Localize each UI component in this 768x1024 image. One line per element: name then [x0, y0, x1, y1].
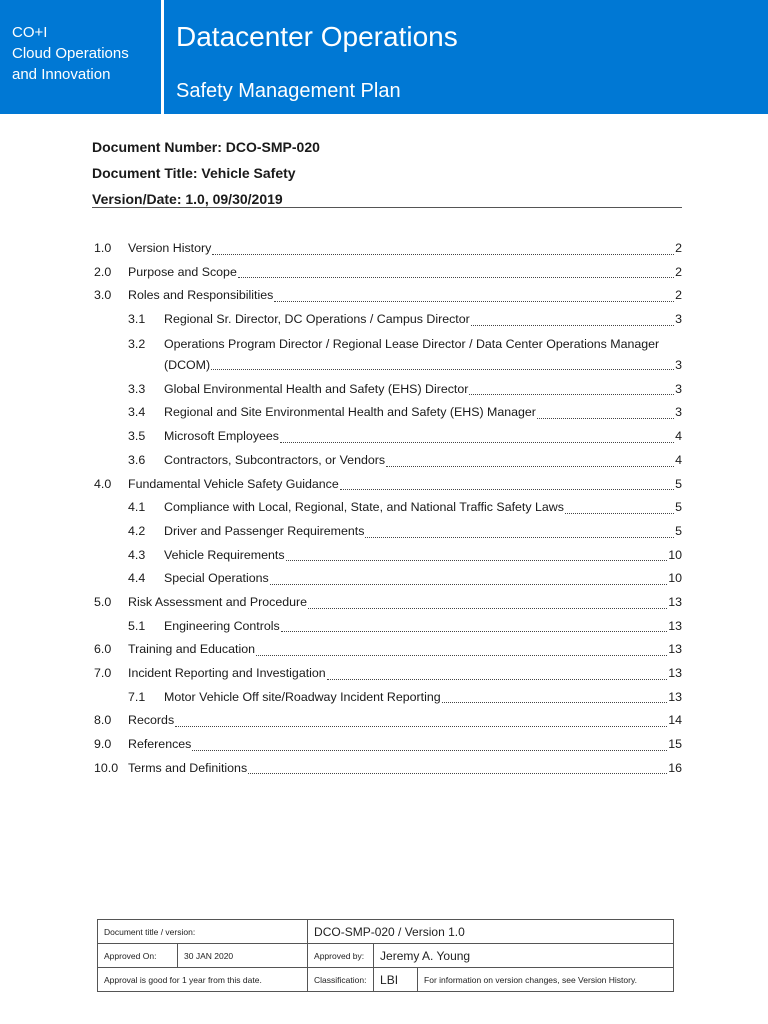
toc-leader-dots — [386, 465, 674, 467]
toc-leader-dots — [281, 630, 667, 632]
toc-entry-number: 4.2 — [128, 523, 146, 538]
toc-entry-title: Driver and Passenger Requirements — [164, 523, 365, 538]
toc-entry-title: Engineering Controls — [164, 618, 280, 633]
approved-on-value: 30 JAN 2020 — [178, 944, 308, 968]
toc-entry-title: Regional and Site Environmental Health and Safety (EHS) Manager — [164, 405, 536, 420]
toc-entry[interactable] — [94, 567, 682, 591]
toc-leader-dots — [365, 536, 674, 538]
document-title: Document Title: Vehicle Safety — [92, 165, 296, 181]
toc-entry-page: 16 — [668, 760, 682, 775]
toc-entry-title: References — [128, 737, 192, 752]
approved-on-label: Approved On: — [98, 944, 178, 968]
doc-title-value: DCO-SMP-020 / Version 1.0 — [308, 920, 674, 944]
toc-entry-page: 2 — [675, 288, 682, 303]
toc-entry-page: 13 — [668, 689, 682, 704]
toc-entry-number: 1.0 — [94, 241, 112, 255]
toc-entry-title: Motor Vehicle Off site/Roadway Incident Reporting — [164, 689, 441, 704]
toc-entry-number: 3.1 — [128, 312, 146, 327]
org-banner — [0, 0, 161, 114]
toc-entry[interactable] — [94, 284, 682, 308]
toc-entry-page: 10 — [668, 547, 682, 562]
toc-entry-page: 13 — [668, 642, 682, 657]
toc-leader-dots — [274, 300, 674, 302]
toc-leader-dots — [248, 772, 667, 774]
toc-leader-dots — [256, 654, 667, 656]
document-number: Document Number: DCO-SMP-020 — [92, 139, 320, 155]
toc-leader-dots — [192, 749, 667, 751]
toc-entry-title: Terms and Definitions — [128, 760, 248, 775]
toc-entry[interactable] — [94, 496, 682, 520]
toc-entry-title: Fundamental Vehicle Safety Guidance — [128, 476, 339, 491]
toc-entry-title: Risk Assessment and Procedure — [128, 594, 308, 609]
toc-entry-page: 5 — [675, 476, 682, 491]
toc-entry-page: 10 — [668, 571, 682, 586]
toc-entry-title: Records — [128, 713, 175, 728]
table-of-contents — [94, 237, 682, 780]
toc-entry-title: Regional Sr. Director, DC Operations / Campus Director — [164, 312, 470, 327]
toc-leader-dots — [327, 678, 668, 680]
toc-leader-dots — [238, 276, 674, 278]
org-line: Cloud Operations — [12, 45, 129, 62]
toc-entry[interactable] — [94, 686, 682, 710]
org-line: CO+I — [12, 24, 48, 41]
toc-leader-dots — [340, 488, 674, 490]
toc-leader-dots — [308, 607, 667, 609]
toc-entry[interactable] — [94, 261, 682, 285]
toc-entry-number: 3.3 — [128, 381, 146, 396]
toc-entry-number: 2.0 — [94, 264, 112, 279]
title-banner — [164, 0, 768, 114]
toc-entry-title: Microsoft Employees — [164, 429, 279, 444]
toc-entry-title: Purpose and Scope — [128, 264, 237, 279]
toc-entry[interactable] — [94, 378, 682, 402]
toc-entry-page: 3 — [675, 381, 682, 396]
toc-entry-number: 5.0 — [94, 594, 112, 609]
toc-entry-number: 4.1 — [128, 500, 146, 515]
toc-entry[interactable] — [94, 401, 682, 425]
toc-entry-page: 13 — [668, 666, 682, 680]
toc-leader-dots — [565, 512, 674, 514]
toc-entry-page: 3 — [675, 357, 682, 372]
toc-entry-page: 2 — [675, 264, 682, 279]
toc-entry-page: 5 — [675, 523, 682, 538]
toc-entry[interactable] — [94, 332, 682, 378]
toc-entry[interactable] — [94, 449, 682, 473]
approved-by-label: Approved by: — [308, 944, 374, 968]
toc-entry[interactable] — [94, 709, 682, 733]
toc-entry-page: 3 — [675, 312, 682, 327]
toc-entry[interactable] — [94, 757, 682, 781]
toc-entry-page: 13 — [668, 594, 682, 609]
toc-entry-number: 7.1 — [128, 689, 146, 704]
org-line: and Innovation — [12, 66, 111, 83]
toc-entry-title: Operations Program Director / Regional Lease Director / Data Center Operations Manager — [164, 336, 660, 351]
toc-entry[interactable] — [94, 473, 682, 497]
toc-entry-title: Training and Education — [128, 642, 255, 657]
toc-leader-dots — [270, 583, 668, 585]
toc-entry-page: 3 — [675, 405, 682, 420]
toc-entry-title: Vehicle Requirements — [164, 547, 285, 562]
document-heading: Datacenter Operations — [176, 21, 458, 52]
classification-value: LBI — [374, 968, 418, 992]
toc-entry-title: Contractors, Subcontractors, or Vendors — [164, 452, 386, 467]
toc-entry-number: 8.0 — [94, 713, 112, 728]
toc-entry-title: Incident Reporting and Investigation — [128, 666, 326, 680]
toc-entry-number: 3.5 — [128, 429, 146, 444]
toc-entry[interactable] — [94, 237, 682, 261]
toc-entry-page: 4 — [675, 452, 682, 467]
toc-entry-title: Global Environmental Health and Safety (EHS) Director — [164, 381, 469, 396]
toc-entry-number: 10.0 — [94, 760, 119, 775]
toc-entry-page: 2 — [675, 241, 682, 255]
toc-entry[interactable] — [94, 425, 682, 449]
toc-entry-number: 7.0 — [94, 666, 112, 680]
toc-entry-page: 14 — [668, 713, 682, 728]
toc-entry-number: 3.0 — [94, 288, 112, 303]
toc-leader-dots — [471, 324, 674, 326]
toc-entry-number: 4.3 — [128, 547, 146, 562]
toc-entry[interactable] — [94, 662, 682, 686]
toc-leader-dots — [175, 725, 667, 727]
document-control-table — [97, 919, 674, 992]
toc-entry[interactable] — [94, 308, 682, 332]
approval-note: Approval is good for 1 year from this date. — [98, 968, 308, 992]
version-date: Version/Date: 1.0, 09/30/2019 — [92, 191, 283, 207]
document-subheading: Safety Management Plan — [176, 80, 401, 102]
toc-entry-title: Special Operations — [164, 571, 269, 586]
toc-leader-dots — [286, 559, 668, 561]
toc-entry-number: 4.4 — [128, 571, 146, 586]
toc-entry-page: 4 — [675, 429, 682, 444]
toc-entry-page: 13 — [668, 618, 682, 633]
toc-leader-dots — [469, 393, 674, 395]
toc-entry-number: 4.0 — [94, 476, 112, 491]
toc-entry-page: 15 — [668, 737, 682, 752]
toc-leader-dots — [280, 441, 674, 443]
toc-entry[interactable] — [94, 733, 682, 757]
metadata-divider — [92, 207, 682, 208]
document-metadata — [92, 134, 682, 212]
toc-entry-number: 3.4 — [128, 405, 146, 420]
toc-entry[interactable] — [94, 591, 682, 615]
toc-entry-title-continued: (DCOM) — [164, 357, 211, 372]
toc-entry-number: 6.0 — [94, 642, 112, 657]
toc-entry-title: Version History — [128, 241, 212, 255]
toc-leader-dots — [211, 368, 674, 370]
approved-by-value: Jeremy A. Young — [374, 944, 674, 968]
doc-title-label: Document title / version: — [98, 920, 308, 944]
toc-entry-number: 3.2 — [128, 336, 146, 351]
toc-entry-number: 5.1 — [128, 618, 146, 633]
toc-entry[interactable] — [94, 544, 682, 568]
toc-entry-number: 9.0 — [94, 737, 112, 752]
toc-leader-dots — [537, 417, 674, 419]
classification-label: Classification: — [308, 968, 374, 992]
toc-entry-number: 3.6 — [128, 452, 146, 467]
toc-entry[interactable] — [94, 520, 682, 544]
version-note: For information on version changes, see Version History. — [418, 968, 674, 992]
toc-entry-page: 5 — [675, 500, 682, 515]
toc-leader-dots — [442, 701, 668, 703]
toc-leader-dots — [212, 253, 674, 255]
toc-entry[interactable] — [94, 638, 682, 662]
toc-entry[interactable] — [94, 615, 682, 639]
toc-entry-title: Roles and Responsibilities — [128, 288, 274, 303]
toc-entry-title: Compliance with Local, Regional, State, and National Traffic Safety Laws — [164, 500, 564, 515]
